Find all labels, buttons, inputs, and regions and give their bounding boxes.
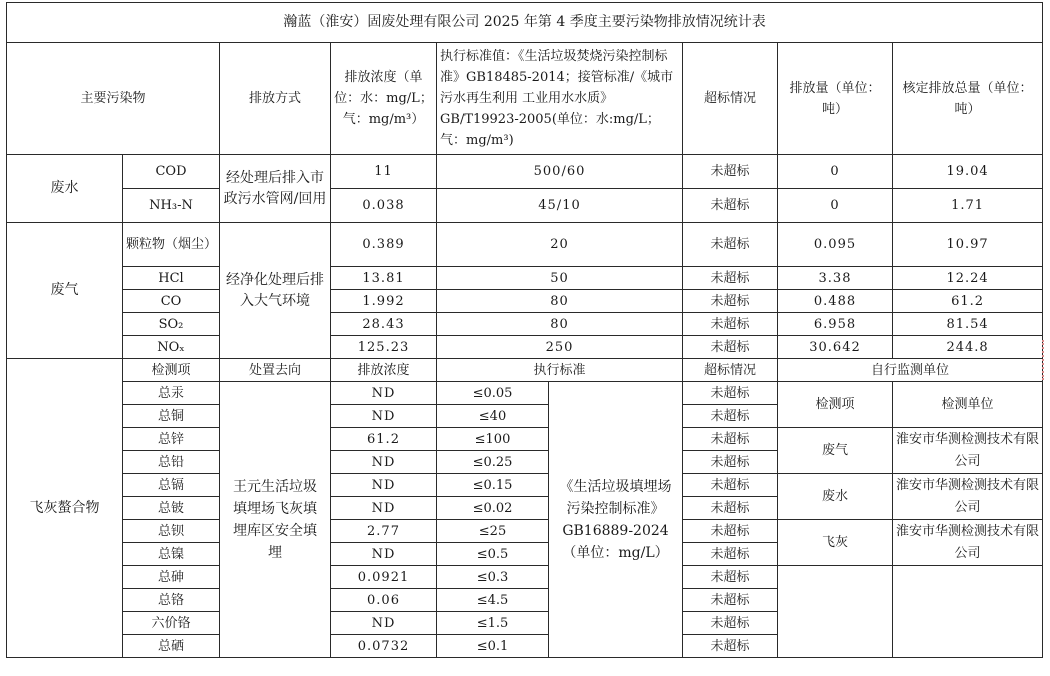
total-cell: 10.97	[893, 223, 1043, 267]
monitor-item: 废水	[778, 474, 893, 520]
total-cell: 1.71	[893, 189, 1043, 223]
flyash-header-std: 执行标准	[437, 359, 683, 382]
exceed-cell: 未超标	[683, 474, 778, 497]
conc-cell: 0.0921	[331, 566, 437, 589]
total-cell: 12.24	[893, 267, 1043, 290]
conc-cell: 1.992	[331, 290, 437, 313]
item-cell: HCl	[123, 267, 220, 290]
item-cell: 颗粒物（烟尘）	[123, 223, 220, 267]
exceed-cell: 未超标	[683, 589, 778, 612]
monitor-unit: 淮安市华测检测技术有限公司	[893, 428, 1043, 474]
conc-cell: ND	[331, 451, 437, 474]
amount-cell: 0	[778, 189, 893, 223]
total-cell: 244.8	[893, 336, 1043, 359]
exceed-cell: 未超标	[683, 336, 778, 359]
limit-cell: ≤0.3	[437, 566, 549, 589]
flyash-header-exceed: 超标情况	[683, 359, 778, 382]
header-total: 核定排放总量（单位：吨）	[893, 43, 1043, 155]
std-cell: 250	[437, 336, 683, 359]
conc-cell: 0.06	[331, 589, 437, 612]
amount-cell: 6.958	[778, 313, 893, 336]
exceed-cell: 未超标	[683, 313, 778, 336]
exceed-cell: 未超标	[683, 543, 778, 566]
header-pollutant: 主要污染物	[7, 43, 220, 155]
item-cell: 总镉	[123, 474, 220, 497]
exceed-cell: 未超标	[683, 189, 778, 223]
amount-cell: 0	[778, 155, 893, 189]
category-exhaust: 废气	[7, 223, 123, 359]
item-cell: 总铅	[123, 451, 220, 474]
amount-cell: 30.642	[778, 336, 893, 359]
exceed-cell: 未超标	[683, 267, 778, 290]
conc-cell: 0.389	[331, 223, 437, 267]
item-cell: 总铍	[123, 497, 220, 520]
exceed-cell: 未超标	[683, 497, 778, 520]
item-cell: NH₃-N	[123, 189, 220, 223]
item-cell: 总锌	[123, 428, 220, 451]
flyash-header-disposal: 处置去向	[220, 359, 331, 382]
monitor-item: 飞灰	[778, 520, 893, 566]
monitor-unit: 淮安市华测检测技术有限公司	[893, 520, 1043, 566]
exceed-cell: 未超标	[683, 635, 778, 658]
std-cell: 50	[437, 267, 683, 290]
conc-cell: 0.0732	[331, 635, 437, 658]
exceed-cell: 未超标	[683, 520, 778, 543]
conc-cell: ND	[331, 543, 437, 566]
monitor-item: 废气	[778, 428, 893, 474]
emission-table	[6, 2, 1043, 658]
flyash-header-item: 检测项	[123, 359, 220, 382]
exceed-cell: 未超标	[683, 223, 778, 267]
header-standard: 执行标准值：《生活垃圾焚烧污染控制标准》GB18485-2014；接管标准/《城市污水再生利用 工业用水水质》GB/T19923-2005(单位：水:mg/L；气：mg/m³)	[437, 43, 683, 155]
std-cell: 500/60	[437, 155, 683, 189]
conc-cell: 11	[331, 155, 437, 189]
item-cell: COD	[123, 155, 220, 189]
table-title: 瀚蓝（淮安）固废处理有限公司 2025 年第 4 季度主要污染物排放情况统计表	[7, 3, 1043, 43]
category-flyash: 飞灰螯合物	[7, 359, 123, 658]
exceed-cell: 未超标	[683, 405, 778, 428]
amount-cell: 0.488	[778, 290, 893, 313]
item-cell: 总硒	[123, 635, 220, 658]
conc-cell: 125.23	[331, 336, 437, 359]
exhaust-method: 经净化处理后排入大气环境	[220, 223, 331, 359]
exceed-cell: 未超标	[683, 612, 778, 635]
item-cell: 六价铬	[123, 612, 220, 635]
limit-cell: ≤0.02	[437, 497, 549, 520]
std-cell: 80	[437, 290, 683, 313]
scan-edge-mark	[1042, 340, 1050, 380]
conc-cell: 61.2	[331, 428, 437, 451]
exceed-cell: 未超标	[683, 382, 778, 405]
item-cell: 总铜	[123, 405, 220, 428]
monitor-empty-cell	[893, 566, 1043, 658]
limit-cell: ≤40	[437, 405, 549, 428]
monitor-header-unit: 检测单位	[893, 382, 1043, 428]
total-cell: 81.54	[893, 313, 1043, 336]
item-cell: NOₓ	[123, 336, 220, 359]
conc-cell: ND	[331, 474, 437, 497]
limit-cell: ≤4.5	[437, 589, 549, 612]
item-cell: SO₂	[123, 313, 220, 336]
conc-cell: ND	[331, 405, 437, 428]
conc-cell: ND	[331, 612, 437, 635]
flyash-standard: 《生活垃圾填埋场污染控制标准》GB16889-2024（单位：mg/L）	[549, 382, 683, 658]
monitor-header-item: 检测项	[778, 382, 893, 428]
std-cell: 80	[437, 313, 683, 336]
std-cell: 20	[437, 223, 683, 267]
exceed-cell: 未超标	[683, 290, 778, 313]
monitor-empty-cell	[778, 566, 893, 658]
header-amount: 排放量（单位：吨）	[778, 43, 893, 155]
limit-cell: ≤0.1	[437, 635, 549, 658]
flyash-header-conc: 排放浓度	[331, 359, 437, 382]
monitor-unit: 淮安市华测检测技术有限公司	[893, 474, 1043, 520]
conc-cell: 28.43	[331, 313, 437, 336]
limit-cell: ≤0.5	[437, 543, 549, 566]
conc-cell: 13.81	[331, 267, 437, 290]
total-cell: 61.2	[893, 290, 1043, 313]
amount-cell: 3.38	[778, 267, 893, 290]
header-exceed: 超标情况	[683, 43, 778, 155]
flyash-header-monitor: 自行监测单位	[778, 359, 1043, 382]
item-cell: 总汞	[123, 382, 220, 405]
conc-cell: 2.77	[331, 520, 437, 543]
item-cell: 总铬	[123, 589, 220, 612]
item-cell: 总镍	[123, 543, 220, 566]
limit-cell: ≤100	[437, 428, 549, 451]
wastewater-method: 经处理后排入市政污水管网/回用	[220, 155, 331, 223]
flyash-disposal: 王元生活垃圾填埋场飞灰填埋库区安全填埋	[220, 382, 331, 658]
conc-cell: ND	[331, 497, 437, 520]
header-method: 排放方式	[220, 43, 331, 155]
limit-cell: ≤0.25	[437, 451, 549, 474]
limit-cell: ≤0.15	[437, 474, 549, 497]
exceed-cell: 未超标	[683, 155, 778, 189]
std-cell: 45/10	[437, 189, 683, 223]
conc-cell: ND	[331, 382, 437, 405]
exceed-cell: 未超标	[683, 566, 778, 589]
exceed-cell: 未超标	[683, 428, 778, 451]
item-cell: 总钡	[123, 520, 220, 543]
limit-cell: ≤25	[437, 520, 549, 543]
limit-cell: ≤0.05	[437, 382, 549, 405]
limit-cell: ≤1.5	[437, 612, 549, 635]
amount-cell: 0.095	[778, 223, 893, 267]
category-wastewater: 废水	[7, 155, 123, 223]
item-cell: 总砷	[123, 566, 220, 589]
header-concentration: 排放浓度（单位：水：mg/L；气：mg/m³）	[331, 43, 437, 155]
exceed-cell: 未超标	[683, 451, 778, 474]
conc-cell: 0.038	[331, 189, 437, 223]
total-cell: 19.04	[893, 155, 1043, 189]
emission-statistics-sheet	[6, 2, 1042, 672]
item-cell: CO	[123, 290, 220, 313]
